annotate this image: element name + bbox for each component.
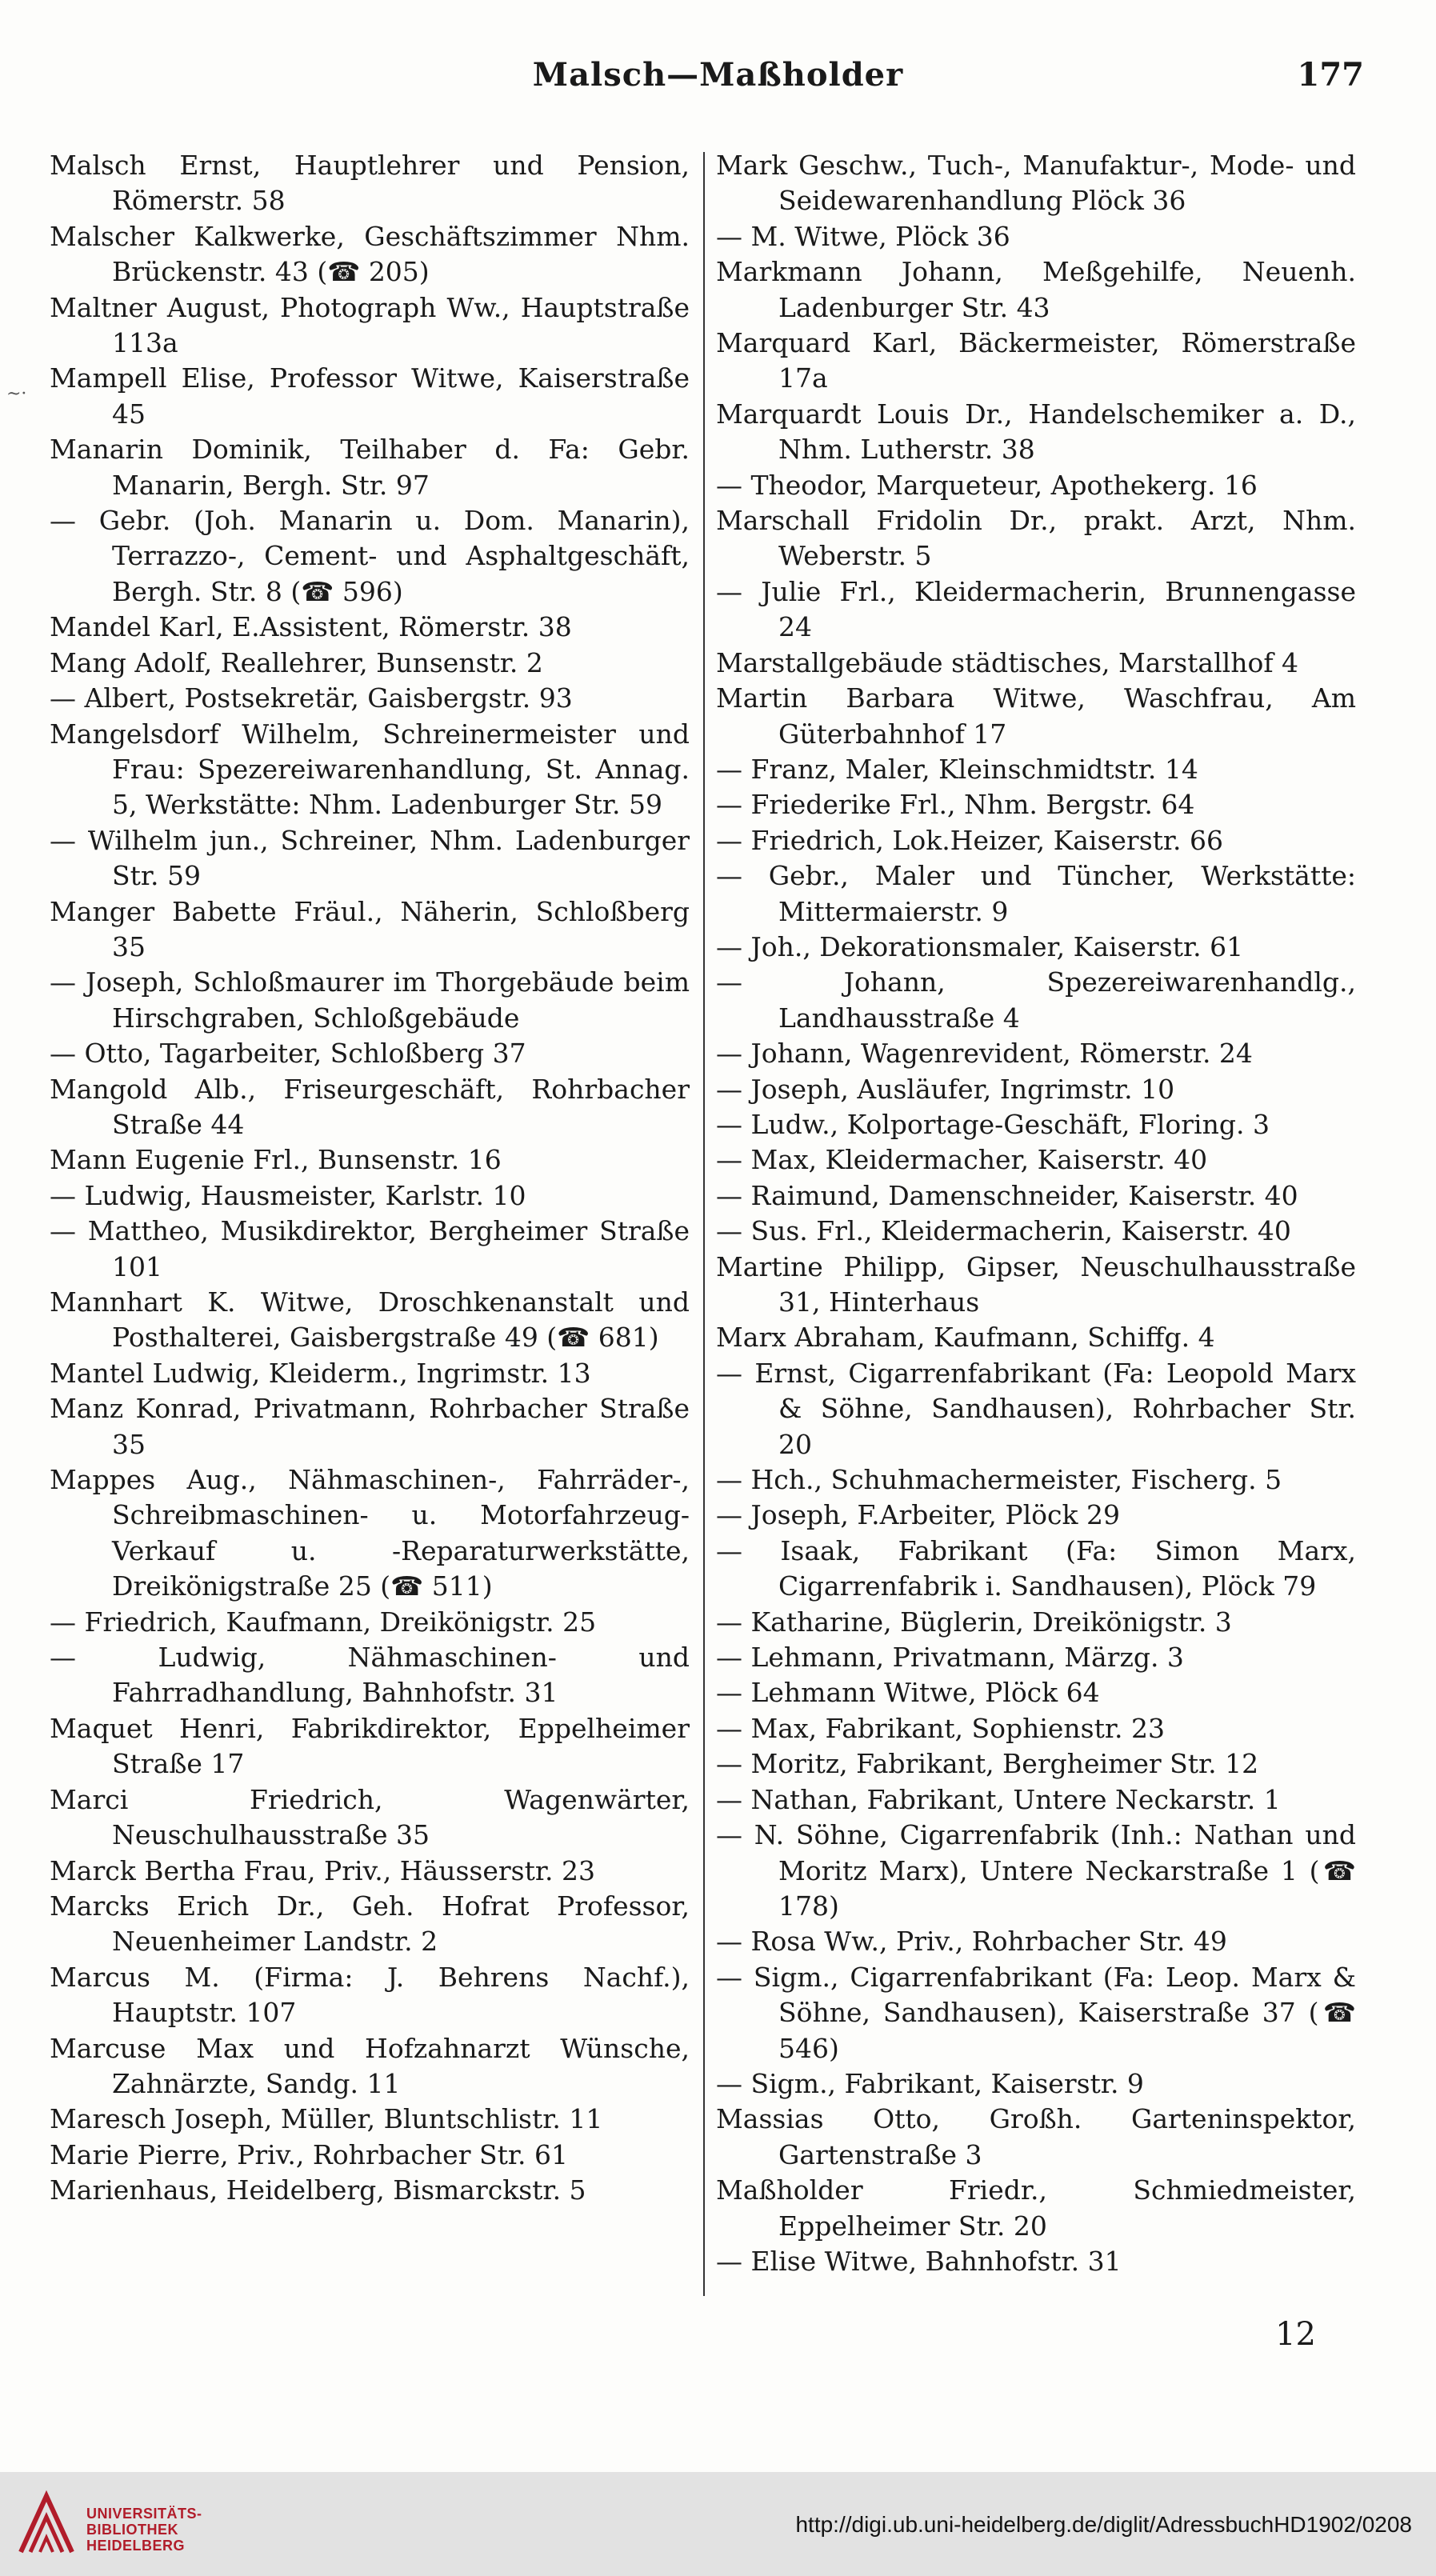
directory-entry: Mampell Elise, Professor Witwe, Kaiserstraße 45 — [50, 362, 690, 430]
directory-entry: — Gebr., Maler und Tüncher, Werkstätte: Mittermaierstr. 9 — [716, 860, 1356, 927]
signature-mark: 12 — [1275, 2316, 1316, 2353]
directory-entry: Marcuse Max und Hofzahnarzt Wünsche, Zahnärzte, Sandg. 11 — [50, 2032, 690, 2099]
directory-entry: Manger Babette Fräul., Näherin, Schloßberg 35 — [50, 895, 690, 962]
directory-entry: — Otto, Tagarbeiter, Schloßberg 37 — [50, 1038, 526, 1070]
directory-entry: — Albert, Postsekretär, Gaisbergstr. 93 — [50, 682, 573, 714]
directory-entry: — Elise Witwe, Bahnhofstr. 31 — [716, 2245, 1122, 2277]
column-divider — [703, 152, 705, 2296]
directory-entry: — Sus. Frl., Kleidermacherin, Kaiserstr. 40 — [716, 1215, 1291, 1247]
directory-entry: — Lehmann, Privatmann, Märzg. 3 — [716, 1642, 1184, 1674]
directory-entry: — Joh., Dekorationsmaler, Kaiserstr. 61 — [716, 930, 1244, 962]
directory-entry: — Johann, Wagenrevident, Römerstr. 24 — [716, 1038, 1253, 1070]
directory-entry: — Friedrich, Lok.Heizer, Kaiserstr. 66 — [716, 824, 1224, 856]
directory-entry: Marie Pierre, Priv., Rohrbacher Str. 61 — [50, 2138, 568, 2170]
margin-mark: ~· — [6, 384, 27, 404]
directory-entry: — Friedrich, Kaufmann, Dreikönigstr. 25 — [50, 1606, 597, 1638]
directory-entry: Maresch Joseph, Müller, Bluntschlistr. 11 — [50, 2103, 603, 2135]
directory-entry: — Katharine, Büglerin, Dreikönigstr. 3 — [716, 1606, 1232, 1638]
directory-entry: — Sigm., Fabrikant, Kaiserstr. 9 — [716, 2067, 1144, 2099]
directory-entry: Malsch Ernst, Hauptlehrer und Pension, Römerstr. 58 — [50, 150, 690, 217]
directory-entry: Marquard Karl, Bäckermeister, Römerstraße 17a — [716, 327, 1356, 394]
page-title: Malsch—Maßholder — [532, 56, 904, 94]
directory-entry: — Joseph, Ausläufer, Ingrimstr. 10 — [716, 1073, 1175, 1105]
left-column — [50, 148, 690, 2209]
directory-entry: Mark Geschw., Tuch-, Manufaktur-, Mode- und Seidewarenhandlung Plöck 36 — [716, 150, 1356, 217]
directory-entry: Manz Konrad, Privatmann, Rohrbacher Straße 35 — [50, 1393, 690, 1460]
directory-entry: — Johann, Spezereiwarenhandlg., Landhausstraße 4 — [716, 966, 1356, 1034]
directory-entry: — Isaak, Fabrikant (Fa: Simon Marx, Cigarrenfabrik i. Sandhausen), Plöck 79 — [716, 1534, 1356, 1602]
directory-entry: — Rosa Ww., Priv., Rohrbacher Str. 49 — [716, 1926, 1227, 1958]
directory-entry: Mangelsdorf Wilhelm, Schreinermeister und Frau: Spezereiwarenhandlung, St. Annag. 5, Werkstätte: Nhm. Ladenburger Str. 59 — [50, 718, 690, 821]
directory-entry: Markmann Johann, Meßgehilfe, Neuenh. Ladenburger Str. 43 — [716, 256, 1356, 323]
directory-entry: Marstallgebäude städtisches, Marstallhof 4 — [716, 646, 1299, 678]
right-column — [716, 148, 1356, 2279]
directory-entry: — Gebr. (Joh. Manarin u. Dom. Manarin), Terrazzo-, Cement- und Asphaltgeschäft, Bergh. Str. 8 (☎ 596) — [50, 505, 690, 607]
directory-entry: — Ernst, Cigarrenfabrikant (Fa: Leopold Marx & Söhne, Sandhausen), Rohrbacher Str. 20 — [716, 1357, 1356, 1460]
directory-entry: Martine Philipp, Gipser, Neuschulhausstraße 31, Hinterhaus — [716, 1250, 1356, 1318]
directory-entry: Mantel Ludwig, Kleiderm., Ingrimstr. 13 — [50, 1357, 591, 1389]
directory-entry: Massias Otto, Großh. Garteninspektor, Gartenstraße 3 — [716, 2103, 1356, 2170]
directory-entry: — Friederike Frl., Nhm. Bergstr. 64 — [716, 789, 1195, 821]
directory-entry: Marquardt Louis Dr., Handelschemiker a. D., Nhm. Lutherstr. 38 — [716, 398, 1356, 466]
page-header — [0, 56, 1436, 104]
university-library-logo-icon — [14, 2490, 78, 2558]
footer-bar — [0, 2472, 1436, 2576]
directory-entry: Manarin Dominik, Teilhaber d. Fa: Gebr. Manarin, Bergh. Str. 97 — [50, 434, 690, 501]
library-name-line: UNIVERSITÄTS- — [86, 2506, 202, 2522]
directory-entry: — Lehmann Witwe, Plöck 64 — [716, 1677, 1100, 1709]
directory-entry: — Ludwig, Nähmaschinen- und Fahrradhandlung, Bahnhofstr. 31 — [50, 1642, 690, 1709]
directory-entry: — Moritz, Fabrikant, Bergheimer Str. 12 — [716, 1748, 1259, 1780]
directory-entry: Marci Friedrich, Wagenwärter, Neuschulhausstraße 35 — [50, 1783, 690, 1851]
directory-entry: — Julie Frl., Kleidermacherin, Brunnengasse 24 — [716, 575, 1356, 643]
directory-entry: — Wilhelm jun., Schreiner, Nhm. Ladenburger Str. 59 — [50, 824, 690, 892]
directory-entry: Maßholder Friedr., Schmiedmeister, Eppelheimer Str. 20 — [716, 2174, 1356, 2242]
directory-entry: — Max, Fabrikant, Sophienstr. 23 — [716, 1712, 1165, 1744]
directory-entry: — Mattheo, Musikdirektor, Bergheimer Straße 101 — [50, 1215, 690, 1282]
directory-entry: Marcks Erich Dr., Geh. Hofrat Professor, Neuenheimer Landstr. 2 — [50, 1890, 690, 1958]
directory-entry: — Joseph, Schloßmaurer im Thorgebäude beim Hirschgraben, Schloßgebäude — [50, 966, 690, 1034]
directory-entry: Maquet Henri, Fabrikdirektor, Eppelheimer Straße 17 — [50, 1712, 690, 1780]
directory-entry: Marx Abraham, Kaufmann, Schiffg. 4 — [716, 1322, 1215, 1354]
directory-entry: — Franz, Maler, Kleinschmidtstr. 14 — [716, 753, 1198, 785]
page-number: 177 — [1297, 56, 1364, 94]
directory-entry: Mang Adolf, Reallehrer, Bunsenstr. 2 — [50, 646, 543, 678]
library-name-line: BIBLIOTHEK — [86, 2522, 178, 2538]
directory-entry: — N. Söhne, Cigarrenfabrik (Inh.: Nathan und Moritz Marx), Untere Neckarstraße 1 (☎ 178) — [716, 1819, 1356, 1922]
directory-entry: Marschall Fridolin Dr., prakt. Arzt, Nhm. Weberstr. 5 — [716, 505, 1356, 572]
directory-entry: — Raimund, Damenschneider, Kaiserstr. 40 — [716, 1179, 1298, 1211]
directory-entry: — Max, Kleidermacher, Kaiserstr. 40 — [716, 1144, 1208, 1176]
directory-entry: Martin Barbara Witwe, Waschfrau, Am Güterbahnhof 17 — [716, 682, 1356, 750]
directory-entry: — Joseph, F.Arbeiter, Plöck 29 — [716, 1499, 1120, 1531]
directory-entry: Mandel Karl, E.Assistent, Römerstr. 38 — [50, 611, 572, 643]
source-url-link[interactable]: http://digi.ub.uni-heidelberg.de/diglit/AdressbuchHD1902/0208 — [795, 2512, 1412, 2537]
directory-entry: — Nathan, Fabrikant, Untere Neckarstr. 1 — [716, 1783, 1281, 1815]
directory-entry: — M. Witwe, Plöck 36 — [716, 220, 1010, 252]
directory-entry: Maltner August, Photograph Ww., Hauptstraße 113a — [50, 291, 690, 359]
directory-entry: — Theodor, Marqueteur, Apothekerg. 16 — [716, 469, 1258, 501]
directory-entry: Mann Eugenie Frl., Bunsenstr. 16 — [50, 1144, 502, 1176]
directory-entry: Marck Bertha Frau, Priv., Häusserstr. 23 — [50, 1854, 595, 1886]
directory-entry: Malscher Kalkwerke, Geschäftszimmer Nhm. Brückenstr. 43 (☎ 205) — [50, 220, 690, 288]
directory-entry: Mannhart K. Witwe, Droschkenanstalt und Posthalterei, Gaisbergstraße 49 (☎ 681) — [50, 1286, 690, 1354]
directory-entry: Mangold Alb., Friseurgeschäft, Rohrbacher Straße 44 — [50, 1073, 690, 1140]
directory-entry: — Ludw., Kolportage-Geschäft, Floring. 3 — [716, 1108, 1270, 1140]
directory-entry: — Ludwig, Hausmeister, Karlstr. 10 — [50, 1179, 526, 1211]
library-name — [86, 2506, 202, 2554]
directory-entry: — Sigm., Cigarrenfabrikant (Fa: Leop. Marx & Söhne, Sandhausen), Kaiserstraße 37 (☎ 546) — [716, 1961, 1356, 2064]
directory-entry: Marcus M. (Firma: J. Behrens Nachf.), Hauptstr. 107 — [50, 1961, 690, 2029]
directory-entry: Marienhaus, Heidelberg, Bismarckstr. 5 — [50, 2174, 586, 2206]
directory-entry: Mappes Aug., Nähmaschinen-, Fahrräder-, Schreibmaschinen- u. Motorfahrzeug-Verkauf u. -Reparaturwerkstätte, Dreikönigstraße 25 (☎ 511) — [50, 1464, 690, 1602]
library-name-line: HEIDELBERG — [86, 2538, 186, 2554]
directory-entry: — Hch., Schuhmachermeister, Fischerg. 5 — [716, 1464, 1282, 1496]
